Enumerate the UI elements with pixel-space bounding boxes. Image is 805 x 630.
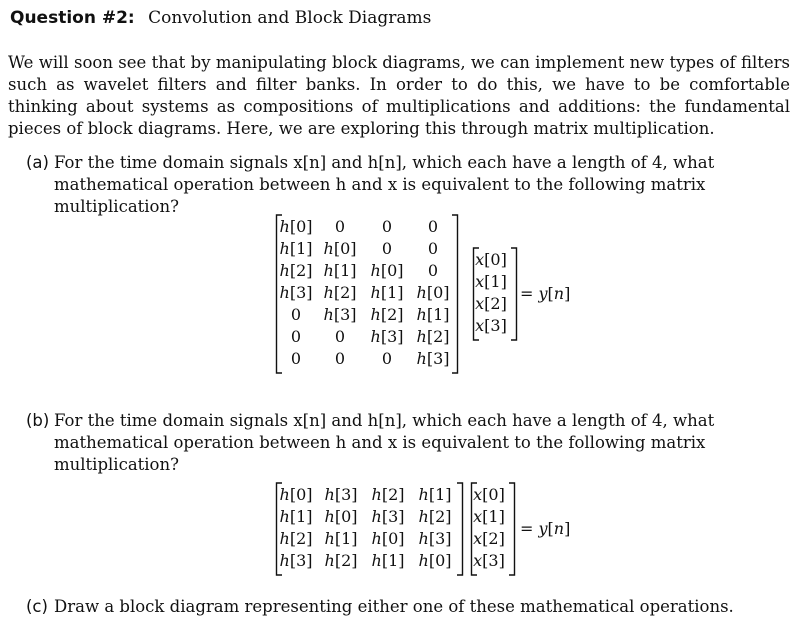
eq-b-vector-right-bracket <box>508 482 516 576</box>
eq-a-matrix-cell: 0 <box>290 305 302 324</box>
eq-b-matrix-cell: h[2] <box>324 551 358 570</box>
eq-a-vector-right-bracket <box>510 247 518 341</box>
part-c <box>26 596 791 618</box>
eq-a-matrix-cell: 0 <box>334 349 346 368</box>
eq-a-matrix-cell: h[0] <box>370 261 404 280</box>
eq-a-matrix-cell: 0 <box>427 217 439 236</box>
eq-b-matrix-cell: h[2] <box>418 507 452 526</box>
eq-b-vector-cell: x[0] <box>473 485 505 504</box>
eq-a-matrix-cell: h[0] <box>416 283 450 302</box>
eq-b-matrix-right-bracket <box>456 482 464 576</box>
eq-a-vector-cell: x[3] <box>475 316 507 335</box>
eq-b-matrix-cell: h[3] <box>371 507 405 526</box>
eq-a-matrix-cell: 0 <box>334 327 346 346</box>
part-a <box>26 152 791 218</box>
eq-a-vector-cell: x[0] <box>475 250 507 269</box>
intro-paragraph: We will soon see that by manipulating block diagrams, we can implement new types of filters such as wavelet filters and filter banks. In order to do this, we have to be comfortable thinking about systems as compositions of multiplications and additions: the fundamental pieces of block diagrams. Here, we are exploring this through matrix multiplication. <box>8 53 790 138</box>
eq-a-matrix-cell: h[2] <box>370 305 404 324</box>
eq-a-matrix-cell: h[1] <box>279 239 313 258</box>
eq-b-vector-cell: x[2] <box>473 529 505 548</box>
eq-b-matrix-cell: h[2] <box>279 529 313 548</box>
eq-a-matrix-cell: h[1] <box>323 261 357 280</box>
eq-a-result: = y[n] <box>520 284 571 303</box>
eq-a-matrix-cell: h[1] <box>370 283 404 302</box>
eq-b-matrix-cell: h[1] <box>324 529 358 548</box>
eq-a-matrix-cell: 0 <box>427 261 439 280</box>
eq-b-matrix-cell: h[0] <box>279 485 313 504</box>
eq-a-vector-cell: x[1] <box>475 272 507 291</box>
eq-a-matrix-cell: h[0] <box>323 239 357 258</box>
part-b-text: For the time domain signals x[n] and h[n], which each have a length of 4, what mathematical operation between h and x is equivalent to the following matrix multiplication? <box>54 411 715 474</box>
eq-b-matrix-cell: h[0] <box>371 529 405 548</box>
eq-a-matrix-cell: h[2] <box>323 283 357 302</box>
part-b-label: (b) <box>26 411 50 430</box>
eq-a-matrix-cell: 0 <box>381 217 393 236</box>
eq-b-matrix-cell: h[0] <box>324 507 358 526</box>
question-number: Question #2: <box>10 8 135 28</box>
eq-a-matrix-cell: 0 <box>381 239 393 258</box>
eq-a-matrix-cell: 0 <box>290 327 302 346</box>
eq-b-matrix-cell: h[3] <box>324 485 358 504</box>
eq-b-matrix-cell: h[2] <box>371 485 405 504</box>
eq-b-matrix-cell: h[1] <box>418 485 452 504</box>
eq-b-vector-cell: x[1] <box>473 507 505 526</box>
eq-a-vector-cell: x[2] <box>475 294 507 313</box>
eq-a-matrix-cell: 0 <box>334 217 346 236</box>
eq-a-matrix-cell: h[3] <box>279 283 313 302</box>
eq-a-matrix-cell: h[1] <box>416 305 450 324</box>
part-c-text: Draw a block diagram representing either one of these mathematical operations. <box>54 597 734 616</box>
eq-b-result: = y[n] <box>520 519 571 538</box>
eq-b-vector-cell: x[3] <box>473 551 505 570</box>
eq-a-matrix-cell: 0 <box>381 349 393 368</box>
eq-a-matrix-cell: 0 <box>427 239 439 258</box>
part-c-label: (c) <box>26 597 48 616</box>
eq-b-matrix-cell: h[1] <box>279 507 313 526</box>
eq-b-matrix-cell: h[3] <box>418 529 452 548</box>
eq-a-matrix-right-bracket <box>451 214 459 374</box>
eq-b-matrix-cell: h[1] <box>371 551 405 570</box>
part-b <box>26 410 791 476</box>
eq-a-matrix-cell: h[3] <box>370 327 404 346</box>
eq-a-matrix-cell: h[3] <box>416 349 450 368</box>
eq-a-matrix-cell: h[3] <box>323 305 357 324</box>
part-a-label: (a) <box>26 153 49 172</box>
question-title: Convolution and Block Diagrams <box>148 8 432 28</box>
eq-a-matrix-cell: h[2] <box>279 261 313 280</box>
part-a-text: For the time domain signals x[n] and h[n], which each have a length of 4, what mathematical operation between h and x is equivalent to the following matrix multiplication? <box>54 153 715 216</box>
eq-a-matrix-cell: h[2] <box>416 327 450 346</box>
eq-a-matrix-cell: 0 <box>290 349 302 368</box>
eq-b-matrix-cell: h[3] <box>279 551 313 570</box>
question-heading <box>10 8 431 28</box>
eq-a-matrix-cell: h[0] <box>279 217 313 236</box>
eq-b-matrix-cell: h[0] <box>418 551 452 570</box>
